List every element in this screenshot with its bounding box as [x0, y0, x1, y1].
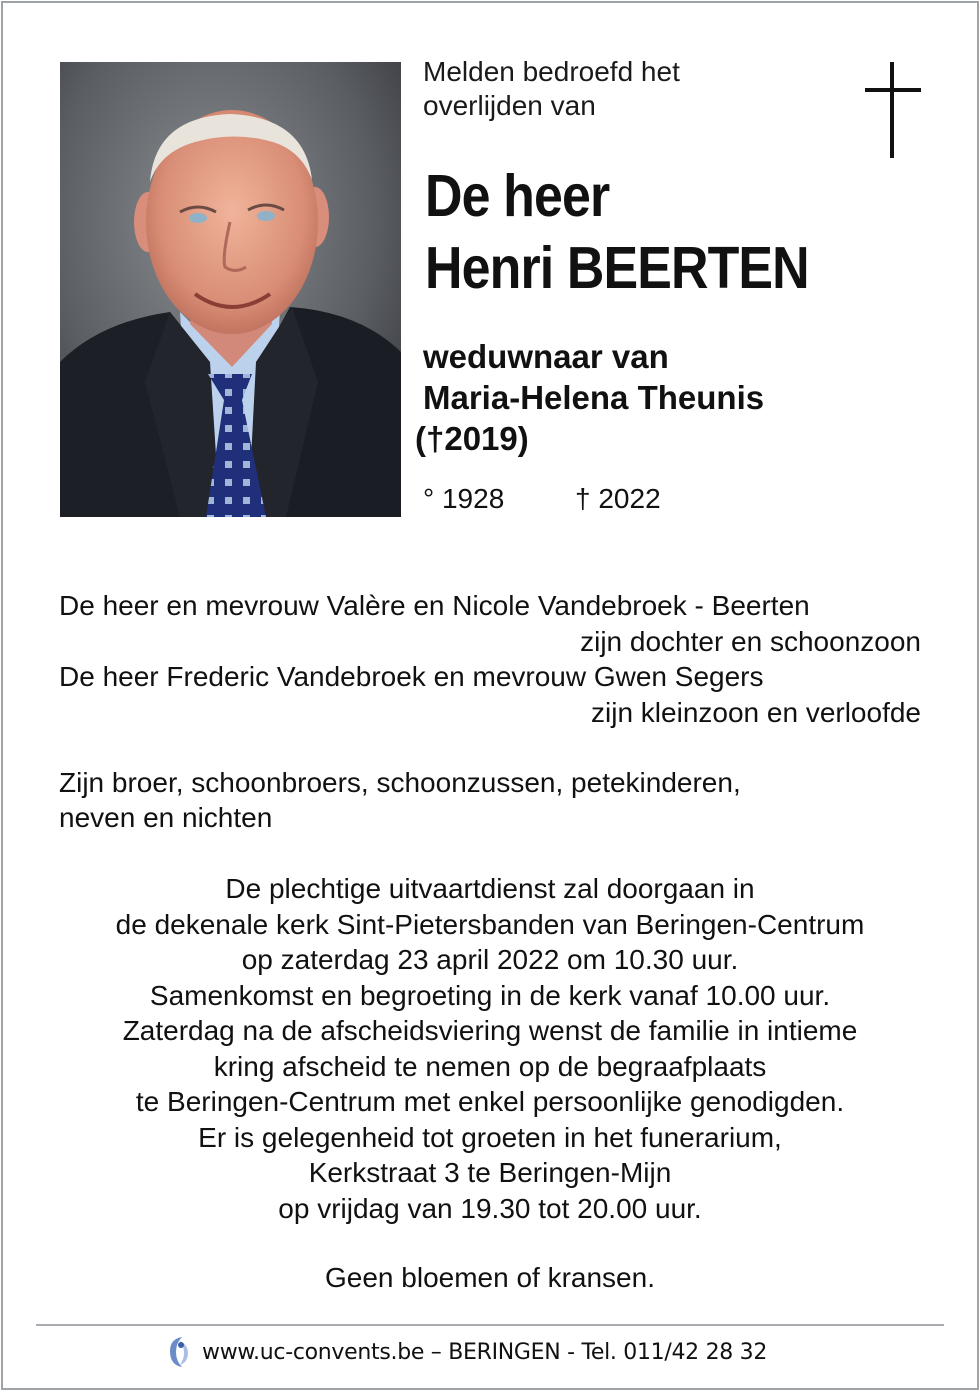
service-line: Er is gelegenheid tot groeten in het funerarium, [198, 1121, 782, 1153]
family-line-2: De heer Frederic Vandebroek en mevrouw Gwen Segers [59, 661, 764, 692]
spouse-label: weduwnaar van [423, 338, 669, 375]
funeral-service-info [40, 871, 940, 1226]
closing-note: Geen bloemen of kransen. [325, 1262, 655, 1293]
intro-text [423, 55, 823, 123]
cross-icon [862, 62, 924, 167]
relatives-line-1: Zijn broer, schoonbroers, schoonzussen, petekinderen, [59, 767, 741, 798]
birth-year: ° 1928 [423, 483, 505, 514]
service-line: Samenkomst en begroeting in de kerk vanaf 10.00 uur. [149, 979, 831, 1011]
family-list [59, 588, 921, 730]
relatives-line-2: neven en nichten [59, 802, 273, 833]
footer [166, 1334, 767, 1370]
service-line: kring afscheid te nemen op de begraafplaats [213, 1050, 767, 1082]
deceased-title: De heer [425, 163, 610, 229]
spouse-name: Maria-Helena Theunis [423, 379, 765, 416]
service-line: De plechtige uitvaartdienst zal doorgaan in [225, 873, 755, 904]
service-line: op vrijdag van 19.30 tot 20.00 uur. [278, 1192, 702, 1224]
life-dates [423, 482, 661, 516]
service-line: de dekenale kerk Sint-Pietersbanden van Beringen-Centrum [115, 908, 865, 940]
service-line: Kerkstraat 3 te Beringen-Mijn [308, 1157, 672, 1188]
family-line-1: De heer en mevrouw Valère en Nicole Vandebroek - Beerten [59, 590, 810, 621]
deceased-name [425, 160, 883, 304]
footer-divider [36, 1324, 944, 1326]
service-line: Zaterdag na de afscheidsviering wenst de familie in intieme [122, 1015, 858, 1046]
portrait-photo [60, 62, 401, 517]
intro-line-2: overlijden van [423, 90, 596, 121]
deceased-full-name: Henri BEERTEN [425, 235, 809, 301]
death-year: † 2022 [575, 483, 661, 514]
uc-conventslogo-icon [166, 1335, 192, 1369]
spouse-block [415, 336, 943, 459]
family-relation-1: zijn dochter en schoonzoon [580, 625, 921, 657]
service-line: te Beringen-Centrum met enkel persoonlijke genodigden. [135, 1086, 845, 1117]
family-relation-2: zijn kleinzoon en verloofde [591, 696, 921, 728]
intro-line-1: Melden bedroefd het [423, 56, 680, 87]
relatives-text [59, 765, 921, 835]
footer-text: www.uc-convents.be – BERINGEN - Tel. 011/42 28 32 [202, 1339, 768, 1365]
service-line: op zaterdag 23 april 2022 om 10.30 uur. [241, 944, 739, 975]
spouse-death: (†2019) [415, 420, 529, 457]
